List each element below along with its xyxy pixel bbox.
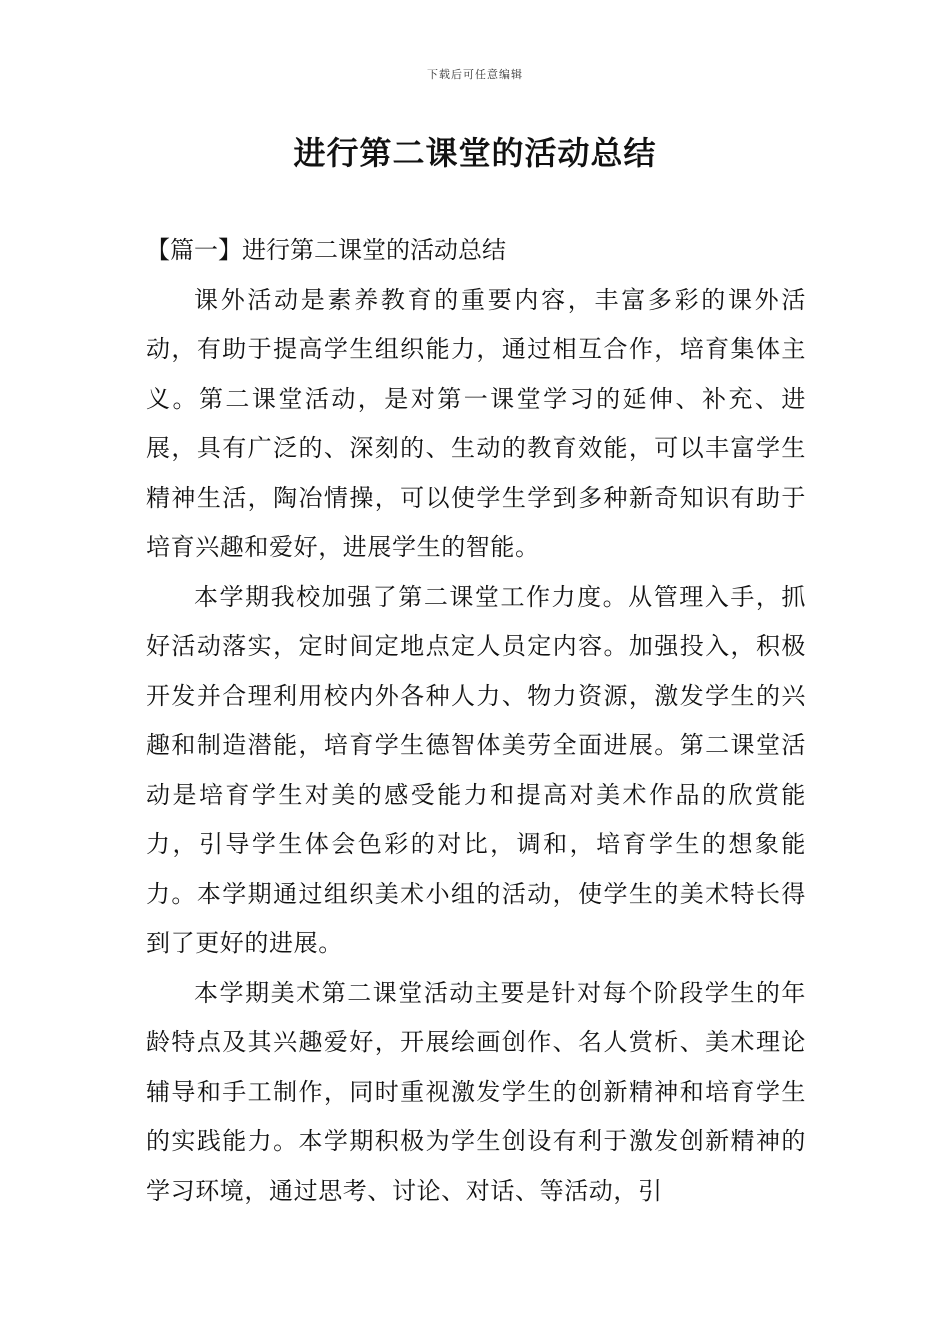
document-title: 进行第二课堂的活动总结 [293,134,657,172]
header-note: 下载后可任意编辑 [427,68,523,81]
paragraph-3: 本学期美术第二课堂活动主要是针对每个阶段学生的年龄特点及其兴趣爱好，开展绘画创作、名人赏析、美术理论辅导和手工制作，同时重视激发学生的创新精神和培育学生的实践能力。本学期积极为学生创设有利于激发创新精神的学习环境，通过思考、讨论、对话、等活动，引 [146,978,806,1205]
paragraph-1: 课外活动是素养教育的重要内容，丰富多彩的课外活动，有助于提高学生组织能力，通过相互合作，培育集体主义。第二课堂活动，是对第一课堂学习的延伸、补充、进展，具有广泛的、深刻的、生动的教育效能，可以丰富学生精神生活，陶冶情操，可以使学生学到多种新奇知识有助于培育兴趣和爱好，进展学生的智能。 [146,285,806,561]
paragraph-2: 本学期我校加强了第二课堂工作力度。从管理入手，抓好活动落实，定时间定地点定人员定内容。加强投入，积极开发并合理利用校内外各种人力、物力资源，激发学生的兴趣和制造潜能，培育学生德智体美劳全面进展。第二课堂活动是培育学生对美的感受能力和提高对美术作品的欣赏能力，引导学生体会色彩的对比，调和，培育学生的想象能力。本学期通过组织美术小组的活动，使学生的美术特长得到了更好的进展。 [146,582,806,957]
document-body [146,226,806,1216]
section-heading: 【篇一】进行第二课堂的活动总结 [146,236,506,264]
